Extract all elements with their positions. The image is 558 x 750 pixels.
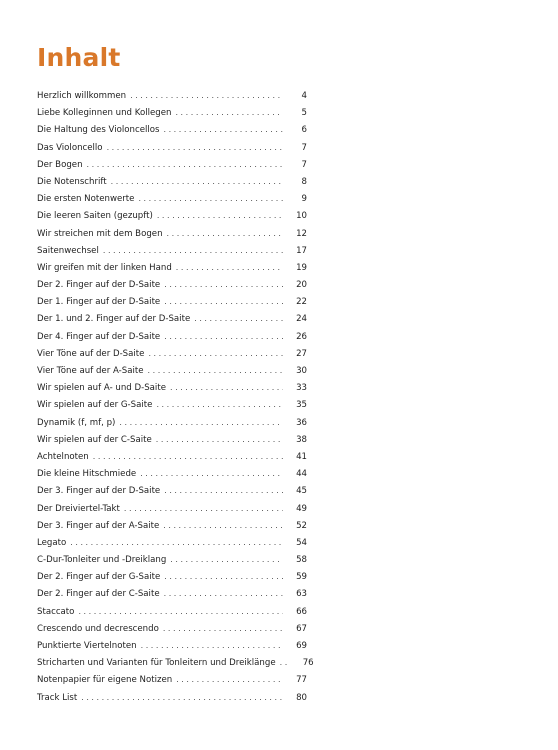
toc-leader-dots	[164, 568, 283, 585]
toc-entry-page-number: 35	[296, 400, 307, 411]
toc-entry-page-number: 66	[296, 606, 307, 617]
toc-entry	[37, 396, 307, 413]
toc-entry-page-number: 9	[301, 194, 307, 205]
toc-entry-page-number: 76	[302, 658, 314, 669]
toc-entry-page-number: 54	[296, 537, 307, 548]
toc-entry-page-number: 45	[296, 486, 307, 497]
toc-entry	[37, 156, 307, 173]
toc-entry-label: Wir spielen auf der C-Saite	[37, 434, 152, 445]
toc-entry-page-number: 17	[296, 245, 307, 256]
toc-entry-label: Der 2. Finger auf der C-Saite	[37, 589, 160, 600]
toc-entry	[37, 139, 307, 156]
toc-entry	[37, 414, 307, 431]
toc-leader-dots	[280, 654, 290, 671]
toc-leader-dots	[175, 104, 283, 121]
toc-leader-dots	[107, 139, 283, 156]
toc-leader-dots	[164, 328, 283, 345]
toc-entry-page-number: 49	[296, 503, 307, 514]
toc-entry	[37, 689, 307, 706]
toc-entry-label: Crescendo und decrescendo	[37, 623, 159, 634]
toc-entry-page-number: 22	[296, 297, 307, 308]
toc-entry-label: Der Bogen	[37, 159, 83, 170]
toc-leader-dots	[156, 431, 283, 448]
toc-entry-page-number: 10	[296, 211, 307, 222]
toc-entry-label: Wir spielen auf der G-Saite	[37, 400, 153, 411]
toc-entry	[37, 276, 307, 293]
toc-entry-label: Die ersten Notenwerte	[37, 194, 135, 205]
toc-entry-label: Der 3. Finger auf der D-Saite	[37, 486, 161, 497]
toc-entry-label: Der 2. Finger auf der G-Saite	[37, 572, 161, 583]
table-of-contents	[37, 87, 314, 706]
toc-leader-dots	[170, 551, 283, 568]
toc-entry-page-number: 30	[296, 366, 307, 376]
toc-entry-label: Liebe Kolleginnen und Kollegen	[37, 108, 172, 119]
toc-entry-page-number: 69	[296, 641, 307, 651]
toc-entry	[37, 225, 307, 242]
toc-entry	[37, 448, 307, 465]
toc-entry-page-number: 44	[296, 469, 307, 480]
toc-entry-label: Die leeren Saiten (gezupft)	[37, 211, 153, 222]
toc-entry-page-number: 8	[301, 176, 307, 187]
toc-leader-dots	[164, 276, 283, 293]
toc-entry-page-number: 52	[296, 520, 307, 531]
toc-entry	[37, 207, 307, 224]
toc-entry-page-number: 7	[301, 159, 307, 170]
toc-leader-dots	[140, 465, 283, 482]
toc-entry-label: Der 3. Finger auf der A-Saite	[37, 520, 160, 531]
toc-leader-dots	[157, 207, 283, 224]
toc-entry	[37, 328, 307, 345]
toc-entry-label: Vier Töne auf der D-Saite	[37, 348, 145, 359]
toc-entry-label: Herzlich willkommen	[37, 91, 127, 101]
toc-leader-dots	[78, 603, 283, 620]
toc-entry-page-number: 6	[301, 125, 307, 136]
toc-entry-label: Vier Töne auf der A-Saite	[37, 366, 144, 376]
toc-entry	[37, 482, 307, 499]
toc-entry-page-number: 20	[296, 280, 307, 291]
toc-entry-page-number: 12	[296, 228, 307, 239]
toc-entry-page-number: 80	[296, 692, 307, 703]
toc-entry	[37, 87, 307, 104]
toc-entry-label: Wir spielen auf A- und D-Saite	[37, 383, 166, 394]
toc-entry-label: Legato	[37, 537, 67, 548]
toc-entry	[37, 500, 307, 517]
toc-leader-dots	[163, 620, 283, 637]
toc-entry	[37, 173, 307, 190]
toc-leader-dots	[170, 379, 283, 396]
toc-entry-page-number: 19	[296, 262, 307, 273]
toc-leader-dots	[148, 362, 283, 379]
toc-entry	[37, 671, 307, 688]
toc-entry	[37, 310, 307, 327]
toc-leader-dots	[103, 242, 283, 259]
toc-entry-page-number: 4	[301, 91, 307, 101]
toc-leader-dots	[156, 396, 283, 413]
toc-entry-label: Der Dreiviertel-Takt	[37, 503, 120, 514]
toc-entry-page-number: 63	[296, 589, 307, 600]
toc-entry-label: Der 4. Finger auf der D-Saite	[37, 331, 161, 342]
toc-leader-dots	[164, 482, 283, 499]
page-title: Inhalt	[37, 43, 121, 72]
toc-entry-page-number: 7	[301, 142, 307, 153]
toc-entry-page-number: 33	[296, 383, 307, 394]
toc-entry-label: Notenpapier für eigene Notizen	[37, 675, 173, 686]
toc-leader-dots	[119, 414, 283, 431]
toc-entry	[37, 121, 307, 138]
toc-entry-label: Wir streichen mit dem Bogen	[37, 228, 163, 239]
toc-entry	[37, 379, 307, 396]
toc-entry-label: Wir greifen mit der linken Hand	[37, 262, 172, 273]
toc-entry-label: Track List	[37, 692, 78, 703]
toc-entry-label: Die Haltung des Violoncellos	[37, 125, 160, 136]
toc-entry	[37, 654, 314, 671]
toc-leader-dots	[81, 689, 283, 706]
toc-entry-label: Saitenwechsel	[37, 245, 99, 256]
toc-entry	[37, 242, 307, 259]
toc-entry-page-number: 26	[296, 331, 307, 342]
toc-entry	[37, 551, 307, 568]
toc-leader-dots	[124, 500, 283, 517]
toc-entry-label: Die Notenschrift	[37, 176, 107, 187]
toc-entry	[37, 585, 307, 602]
toc-entry-label: Der 2. Finger auf der D-Saite	[37, 280, 161, 291]
toc-leader-dots	[163, 517, 283, 534]
toc-entry-page-number: 67	[296, 623, 307, 634]
toc-entry-page-number: 24	[296, 314, 307, 325]
toc-entry-page-number: 38	[296, 434, 307, 445]
toc-entry-page-number: 36	[296, 417, 307, 428]
toc-entry	[37, 293, 307, 310]
toc-leader-dots	[87, 156, 283, 173]
toc-entry	[37, 362, 307, 379]
toc-leader-dots	[176, 671, 283, 688]
toc-leader-dots	[148, 345, 283, 362]
toc-leader-dots	[164, 121, 284, 138]
toc-entry-page-number: 41	[296, 451, 307, 462]
toc-leader-dots	[194, 310, 283, 327]
toc-entry	[37, 190, 307, 207]
toc-entry	[37, 431, 307, 448]
toc-entry	[37, 259, 307, 276]
toc-entry	[37, 603, 307, 620]
toc-entry	[37, 568, 307, 585]
toc-entry	[37, 637, 307, 654]
toc-leader-dots	[111, 173, 283, 190]
toc-entry-page-number: 27	[296, 348, 307, 359]
toc-leader-dots	[164, 293, 283, 310]
toc-entry-label: Der 1. und 2. Finger auf der D-Saite	[37, 314, 191, 325]
toc-entry	[37, 104, 307, 121]
toc-leader-dots	[138, 190, 283, 207]
toc-entry-page-number: 59	[296, 572, 307, 583]
toc-entry	[37, 345, 307, 362]
toc-leader-dots	[70, 534, 283, 551]
toc-entry-label: Der 1. Finger auf der D-Saite	[37, 297, 161, 308]
toc-entry-page-number: 5	[301, 108, 307, 119]
toc-entry	[37, 465, 307, 482]
toc-entry-page-number: 58	[296, 555, 307, 566]
toc-entry-label: Staccato	[37, 606, 75, 617]
toc-entry-label: C-Dur-Tonleiter und -Dreiklang	[37, 555, 167, 566]
toc-entry-label: Das Violoncello	[37, 142, 103, 153]
toc-leader-dots	[93, 448, 283, 465]
toc-leader-dots	[141, 637, 283, 654]
toc-entry	[37, 534, 307, 551]
toc-entry-label: Die kleine Hitschmiede	[37, 469, 137, 480]
toc-leader-dots	[164, 585, 283, 602]
toc-leader-dots	[130, 87, 283, 104]
toc-entry-label: Punktierte Viertelnoten	[37, 641, 137, 651]
toc-entry-page-number: 77	[296, 675, 307, 686]
toc-entry-label: Dynamik (f, mf, p)	[37, 417, 116, 428]
toc-entry-label: Achtelnoten	[37, 451, 89, 462]
toc-leader-dots	[167, 225, 283, 242]
toc-leader-dots	[176, 259, 283, 276]
toc-entry	[37, 517, 307, 534]
toc-entry	[37, 620, 307, 637]
toc-entry-label: Stricharten und Varianten für Tonleitern und Dreiklänge	[37, 658, 276, 669]
